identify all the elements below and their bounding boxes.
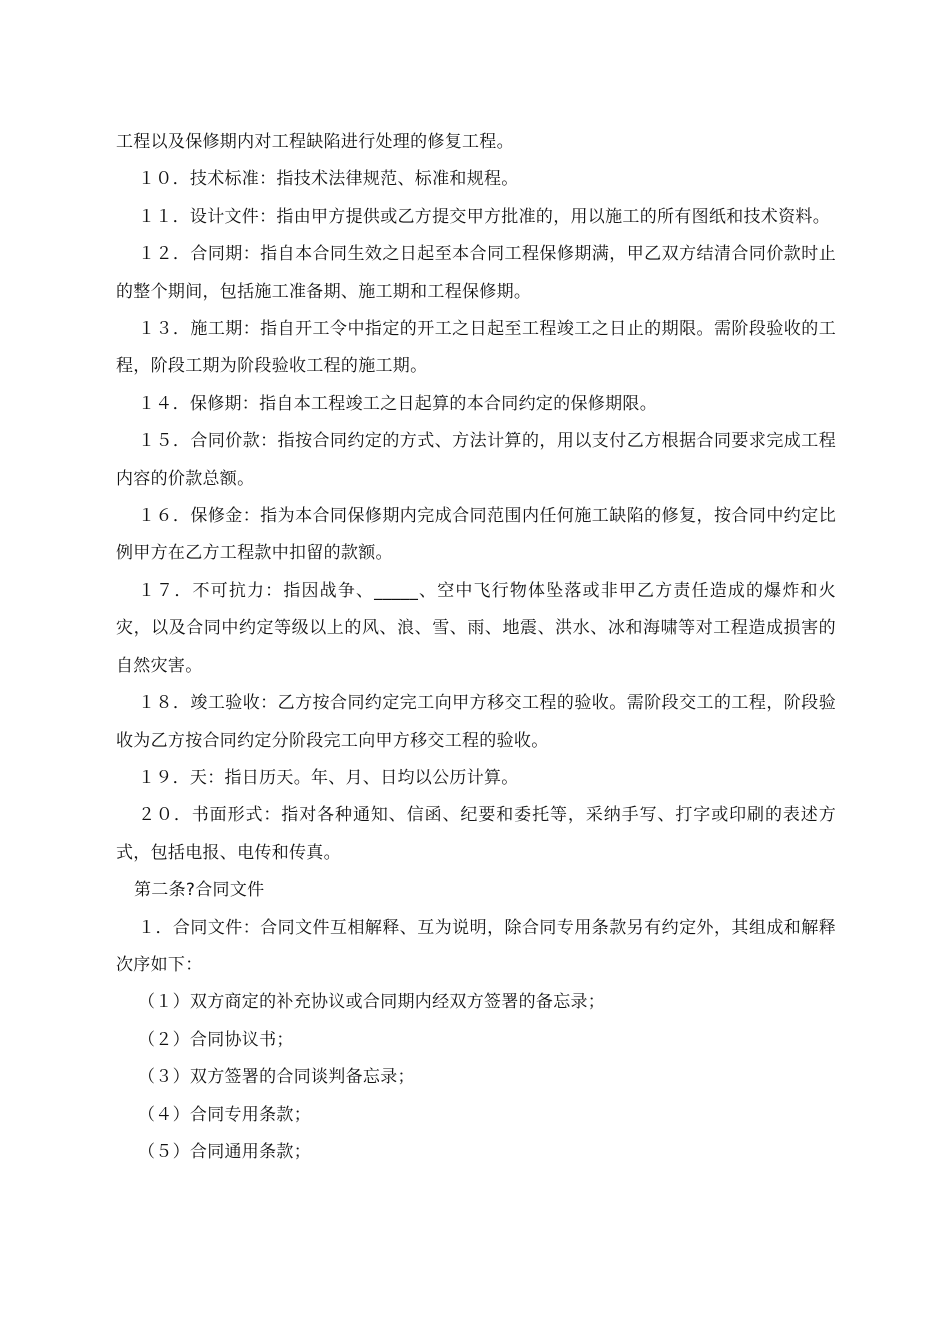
list-item-5: （５）合同通用条款； (138, 1141, 311, 1162)
definition-16-retention-money: １６．保修金：指为本合同保修期内完成合同范围内任何施工缺陷的修复，按合同中约定比例甲方在乙方工程款中扣留的款额。 (116, 506, 836, 564)
article-2-heading: 第二条?合同文件 (134, 880, 265, 901)
definition-15-contract-price: １５．合同价款：指按合同约定的方式、方法计算的，用以支付乙方根据合同要求完成工程内容的价款总额。 (116, 431, 836, 489)
definition-18-completion-acceptance: １８．竣工验收：乙方按合同约定完工向甲方移交工程的验收。需阶段交工的工程，阶段验收为乙方按合同约定分阶段完工向甲方移交工程的验收。 (116, 693, 836, 751)
definition-12-contract-period: １２．合同期：指自本合同生效之日起至本合同工程保修期满，甲乙双方结清合同价款时止的整个期间，包括施工准备期、施工期和工程保修期。 (116, 244, 836, 302)
list-item-4: （４）合同专用条款； (138, 1104, 311, 1125)
definition-20-written-form: ２０．书面形式：指对各种通知、信函、纪要和委托等，采纳手写、打字或印刷的表述方式，包括电报、电传和传真。 (116, 805, 836, 863)
clause-1-contract-documents: １．合同文件：合同文件互相解释、互为说明，除合同专用条款另有约定外，其组成和解释次序如下： (116, 917, 836, 975)
definition-10-technical-standards: １０．技术标准：指技术法律规范、标准和规程。 (138, 169, 519, 190)
definition-14-warranty-period: １４．保修期：指自本工程竣工之日起算的本合同约定的保修期限。 (138, 393, 657, 414)
list-item-1: （１）双方商定的补充协议或合同期内经双方签署的备忘录； (138, 992, 606, 1013)
list-item-2: （２）合同协议书； (138, 1029, 294, 1050)
definition-17-force-majeure: １７．不可抗力：指因战争、_____、空中飞行物体坠落或非甲乙方责任造成的爆炸和火灾，以及合同中约定等级以上的风、浪、雪、雨、地震、洪水、冰和海啸等对工程造成损害的自然灾害。 (116, 580, 836, 676)
paragraph-continuation: 工程以及保修期内对工程缺陷进行处理的修复工程。 (116, 132, 514, 152)
definition-11-design-documents: １１．设计文件：指由甲方提供或乙方提交甲方批准的，用以施工的所有图纸和技术资料。 (138, 206, 830, 227)
list-item-3: （３）双方签署的合同谈判备忘录； (138, 1067, 415, 1088)
document-body (116, 124, 836, 1171)
definition-19-day: １９．天：指日历天。年、月、日均以公历计算。 (138, 767, 519, 788)
definition-13-construction-period: １３．施工期：指自开工令中指定的开工之日起至工程竣工之日止的期限。需阶段验收的工程，阶段工期为阶段验收工程的施工期。 (116, 319, 836, 377)
